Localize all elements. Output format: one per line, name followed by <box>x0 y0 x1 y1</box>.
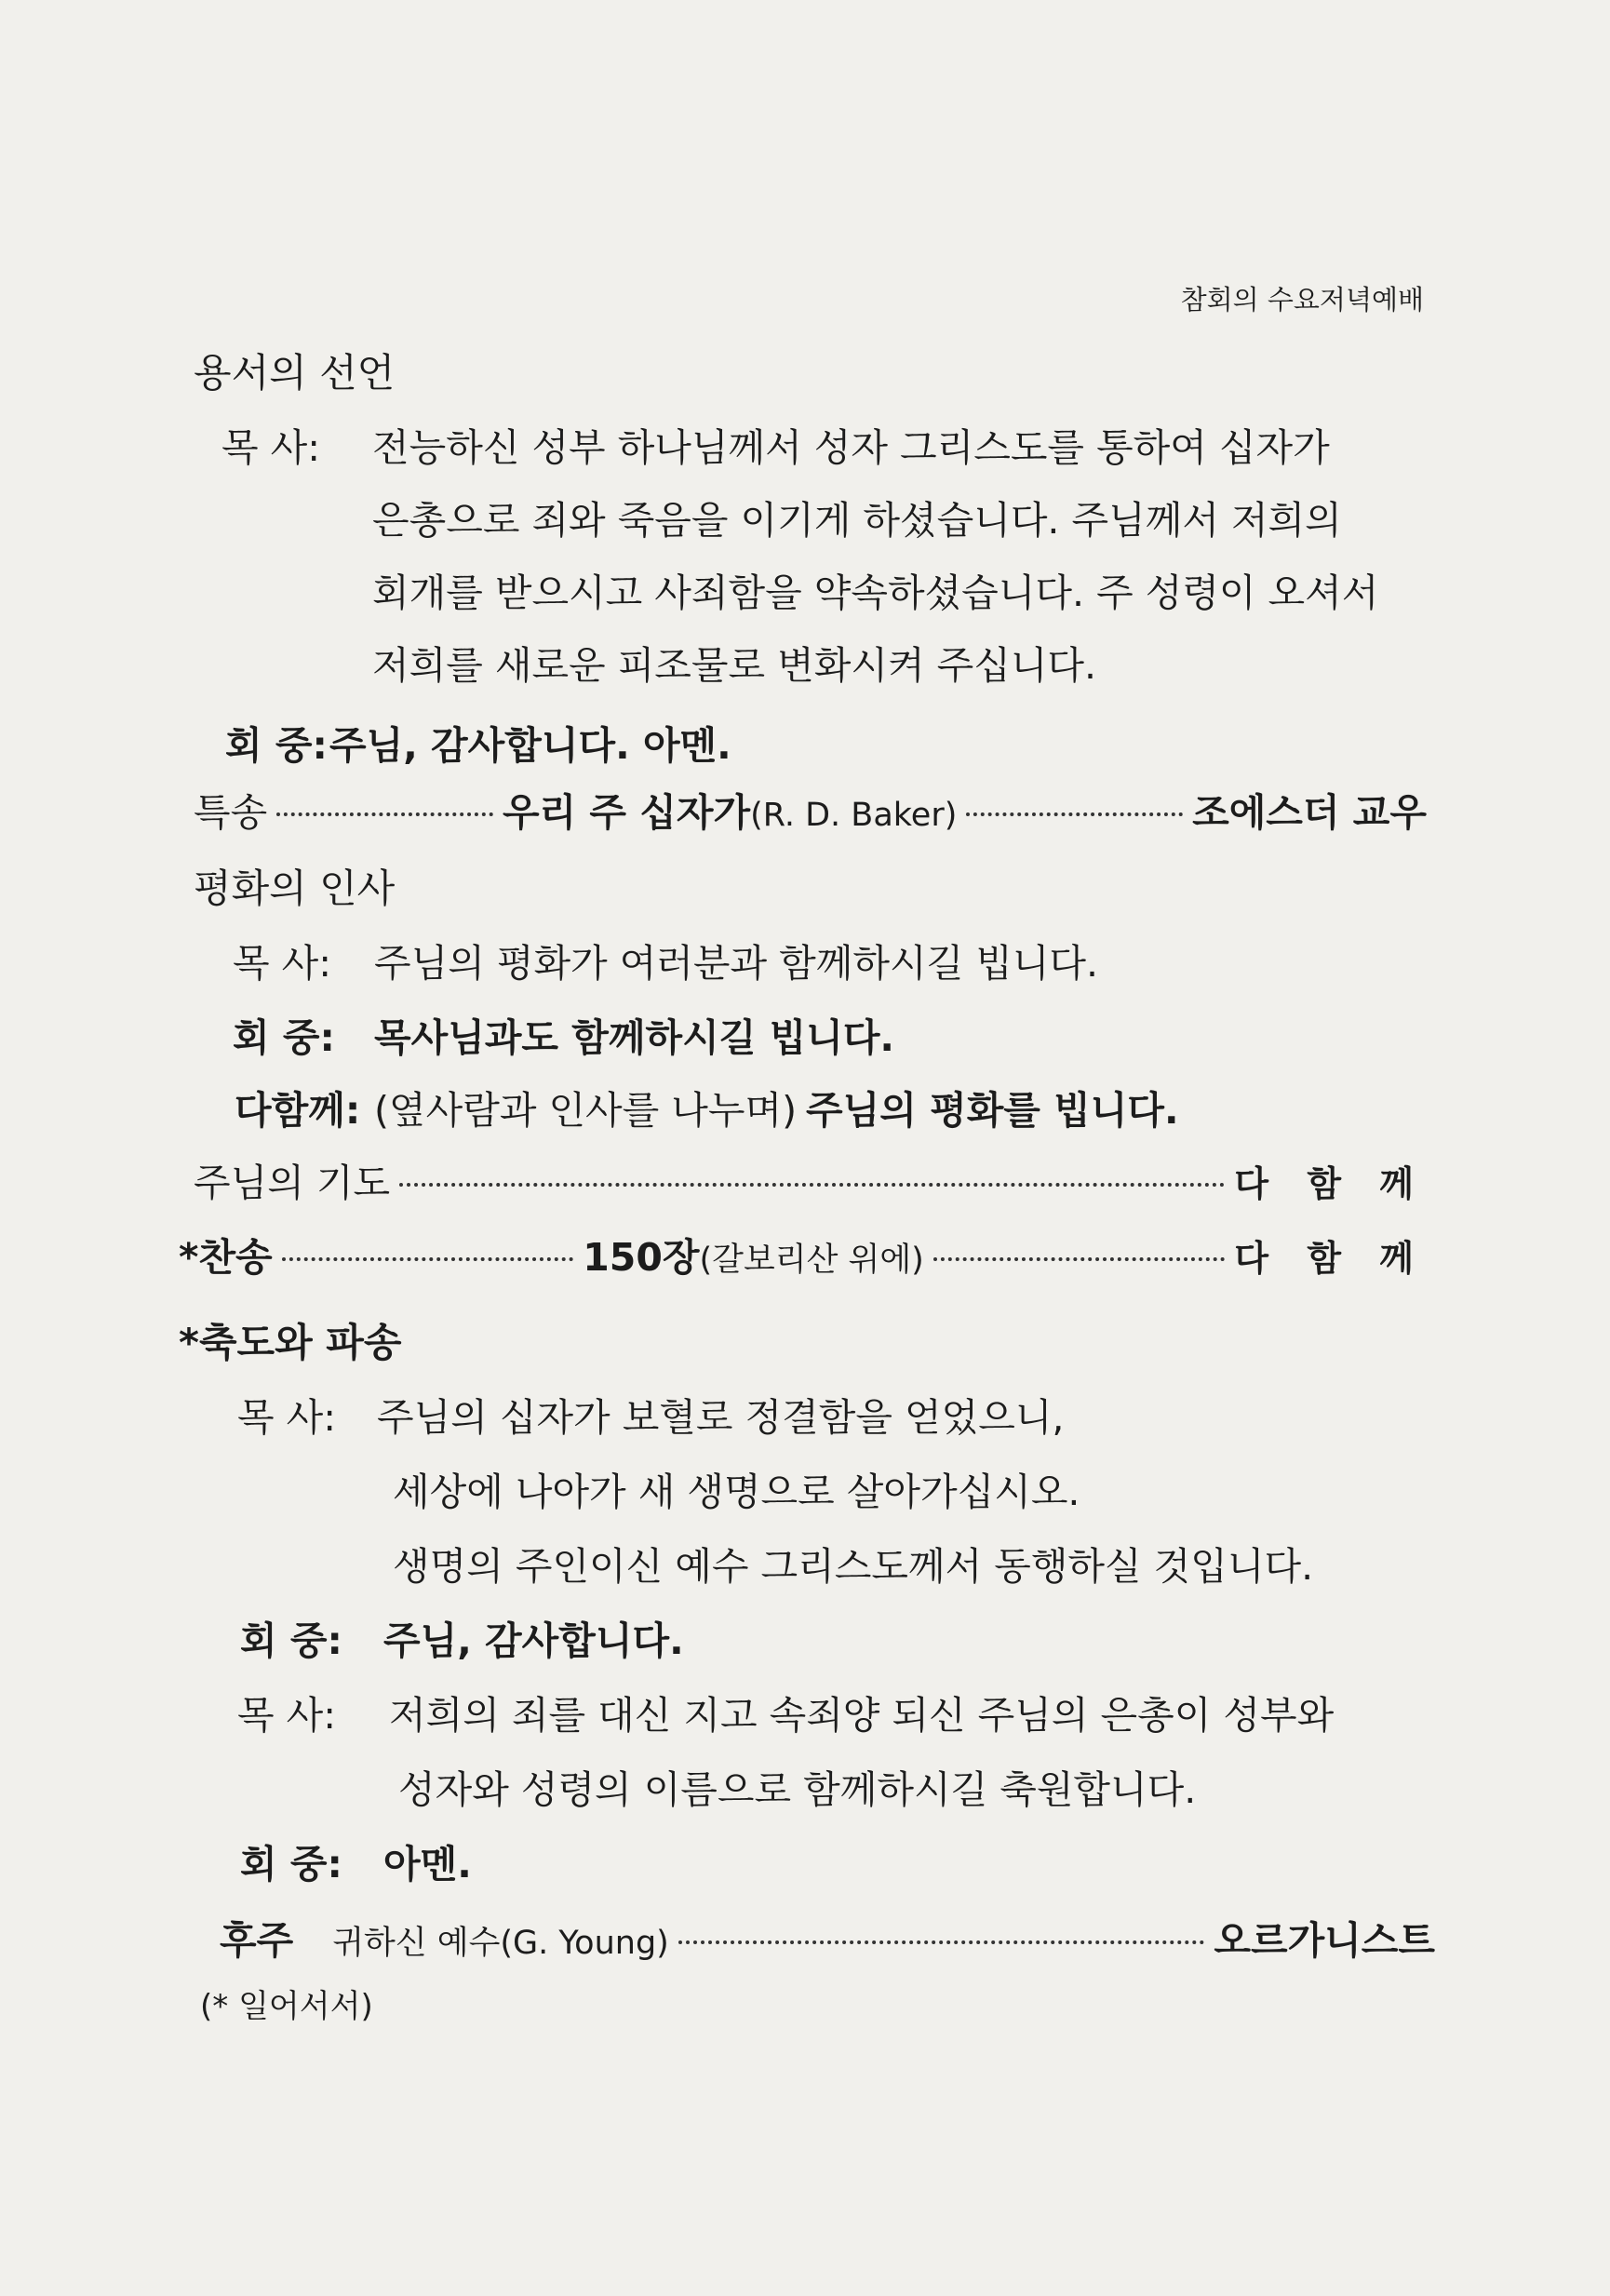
lords-prayer-label: 주님의 기도 <box>194 1161 391 1205</box>
special-song-row <box>194 782 1427 837</box>
section-title-absolution: 용서의 선언 <box>194 350 396 396</box>
postlude-who: 오르가니스트 <box>1214 1918 1435 1963</box>
pastor-line-3: 생명의 주인이신 예수 그리스도께서 동행하실 것입니다. <box>393 1544 1314 1589</box>
special-song-label: 특송 <box>194 790 268 835</box>
postlude-composer: (G. Young) <box>500 1925 669 1962</box>
postlude-row <box>220 1910 1435 1965</box>
pastor-line-1: 전능하신 성부 하나님께서 성자 그리스도를 통하여 십자가 <box>372 425 1330 470</box>
postlude-title: 귀하신 예수 <box>332 1925 501 1962</box>
leader-dots <box>282 1257 574 1261</box>
role-congregation: 회 중: <box>225 723 328 768</box>
role-congregation: 회 중: <box>240 1618 342 1663</box>
pastor-line-2: 세상에 나아가 새 생명으로 살아가십시오. <box>393 1470 1080 1514</box>
lords-prayer-row <box>194 1152 1427 1207</box>
hymn-who: 다 함 께 <box>1234 1238 1427 1279</box>
postlude-label: 후주 <box>220 1918 294 1963</box>
hymn-number: 150장 <box>583 1235 700 1280</box>
pastor-line-3: 회개를 받으시고 사죄함을 약속하셨습니다. 주 성령이 오셔서 <box>372 571 1379 615</box>
pastor-line: 주님의 평화가 여러분과 함께하시길 빕니다. <box>374 941 1099 986</box>
leader-dots <box>966 812 1183 816</box>
leader-dots <box>276 812 493 816</box>
all-line: 주님의 평화를 빕니다. <box>806 1088 1179 1133</box>
congregation-line: 주님, 감사합니다. 아멘. <box>329 723 731 768</box>
congregation-line: 목사님과도 함께하시길 빕니다. <box>374 1015 894 1060</box>
special-song-title: 우리 주 십자가 <box>502 790 751 835</box>
leader-dots <box>933 1257 1226 1261</box>
role-pastor: 목 사: <box>221 425 321 470</box>
leader-dots <box>399 1183 1225 1187</box>
pastor-line-2: 은총으로 죄와 죽음을 이기게 하셨습니다. 주님께서 저희의 <box>372 498 1342 543</box>
role-pastor: 목 사: <box>237 1395 337 1440</box>
pastor-line-4: 저희를 새로운 피조물로 변화시켜 주십니다. <box>372 643 1097 688</box>
hymn-label: *찬송 <box>179 1235 273 1280</box>
leader-dots <box>678 1940 1205 1944</box>
role-pastor: 목 사: <box>237 1693 337 1738</box>
role-congregation: 회 중: <box>240 1842 342 1886</box>
congregation-line: 주님, 감사합니다. <box>383 1618 684 1663</box>
hymn-row <box>179 1227 1427 1282</box>
role-pastor: 목 사: <box>233 941 332 986</box>
lords-prayer-who: 다 함 께 <box>1234 1163 1427 1204</box>
role-all: 다함께: <box>235 1088 361 1133</box>
all-parenthetical: (옆사람과 인사를 나누며) <box>374 1088 798 1133</box>
pastor2-line-2: 성자와 성령의 이름으로 함께하시길 축원합니다. <box>398 1767 1197 1812</box>
role-congregation: 회 중: <box>233 1015 335 1060</box>
page-header: 참회의 수요저녁예배 <box>1180 284 1424 316</box>
footnote-standing: (* 일어서서) <box>200 1988 373 2025</box>
special-song-composer: (R. D. Baker) <box>750 797 958 834</box>
pastor-line-1: 주님의 십자가 보혈로 정결함을 얻었으니, <box>377 1395 1065 1440</box>
special-song-performer: 조에스더 교우 <box>1192 790 1428 835</box>
pastor2-line-1: 저희의 죄를 대신 지고 속죄양 되신 주님의 은총이 성부와 <box>389 1693 1335 1738</box>
congregation-line: 아멘. <box>383 1842 472 1886</box>
section-title-peace: 평화의 인사 <box>194 866 396 911</box>
section-title-benediction: *축도와 파송 <box>179 1320 402 1365</box>
hymn-title: (갈보리산 위에) <box>699 1242 924 1279</box>
